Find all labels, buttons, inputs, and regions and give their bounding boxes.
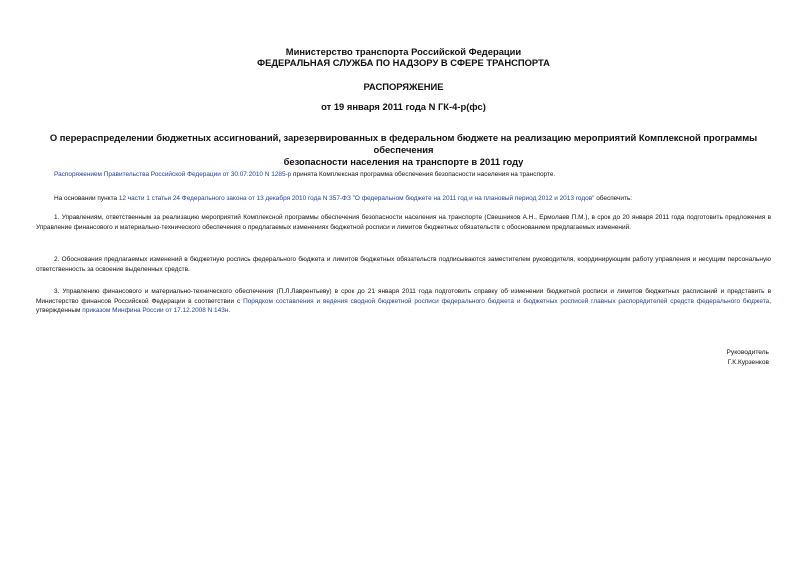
ministry-name: Министерство транспорта Российской Федерации: [285, 46, 522, 57]
signature-block: [727, 348, 769, 368]
paragraph-item-1: 1. Управлениям, ответственным за реализацию мероприятий Комплексной программы обеспечения безопасности населения на транспорте (Свешников А.Н., Ермолаев П.М.), в срок до 20 января 2011 года подготовить предложения в Управление финансового и материально-технического обеспечения о предлагаемых изменениях бюджетной росписи и лимитов бюджетных обязательств с обоснованием предлагаемых изменений.: [36, 214, 771, 231]
subject-line-2: безопасности населения на транспорте в 2011 году: [283, 156, 524, 167]
order-subject: [36, 132, 771, 168]
basis-text-3: обеспечить:: [594, 195, 633, 202]
subject-line-1: О перераспределении бюджетных ассигнований, зарезервированных в федеральном бюджете на реализацию мероприятий Комплексной программы обеспечения: [49, 132, 758, 155]
preamble-text: принята Комплексная программа обеспечения безопасности населения на транспорте.: [291, 171, 556, 178]
order-type: РАСПОРЯЖЕНИЕ: [363, 81, 444, 92]
government-order-link[interactable]: Распоряжением Правительства Российской Федерации от 30.07.2010 N 1285-р: [54, 171, 292, 178]
paragraph-item-2: 2. Обоснования предлагаемых изменений в бюджетную роспись федерального бюджета и лимитов бюджетных обязательств подписываются заместителем руководителя, координирующим работу управления и несущим персональную ответственность за освоение выделенных средств.: [36, 256, 771, 273]
item-3-text-3: .: [228, 307, 231, 314]
budget-procedure-link[interactable]: Порядком составления и ведения сводной бюджетной росписи федерального бюджета и бюджетных росписей главных распорядителей средств федерального бюджета: [243, 297, 770, 305]
item-3-text-2: , утвержденным: [36, 297, 771, 314]
signature-position: Руководитель: [726, 349, 769, 356]
minfin-order-link[interactable]: приказом Минфина России от 17.12.2008 N 143н: [82, 307, 229, 314]
paragraph-item-3: [36, 287, 771, 316]
item-3-text-1: 3. Управлению финансового и материально-технического обеспечения (П.Л.Лаврентьеву) в срок до 21 января 2011 года подготовить справку об изменении бюджетной росписи и лимитов бюджетных расписаний и представить в Министерство финансов Российской Федерации в соответствии с: [36, 288, 771, 305]
basis-text-1: На основании пункта: [54, 195, 119, 202]
order-date-number: от 19 января 2011 года N ГК-4-р(фс): [321, 101, 486, 112]
paragraph-preamble: [36, 170, 771, 180]
document-header: [0, 46, 807, 68]
paragraph-basis: [36, 194, 771, 204]
law-item-link[interactable]: 12: [118, 195, 126, 202]
federal-law-link[interactable]: части 1 статьи 24 Федерального закона от 13 декабря 2010 года N 357-ФЗ "О федеральном бюджете на 2011 год и на плановый период 2012 и 2013 годов": [127, 195, 595, 202]
service-name: ФЕДЕРАЛЬНАЯ СЛУЖБА ПО НАДЗОРУ В СФЕРЕ ТРАНСПОРТА: [257, 57, 550, 68]
signature-name: Г.К.Курзенков: [727, 359, 769, 366]
